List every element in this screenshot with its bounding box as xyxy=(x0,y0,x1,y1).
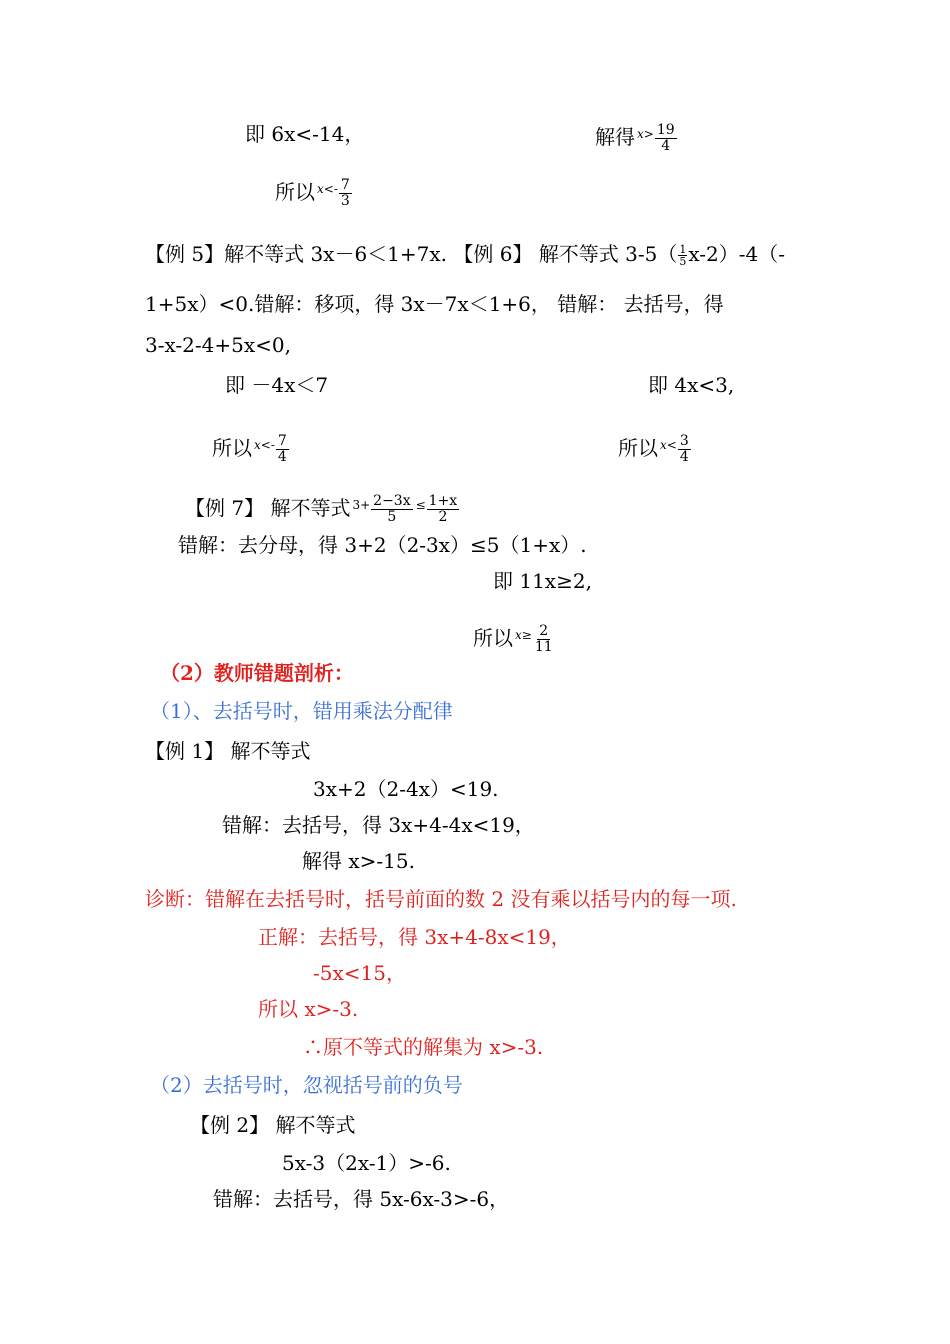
so-label: 所以 xyxy=(275,180,315,204)
ex5-step-b: 即 4x<3, xyxy=(648,373,735,397)
fraction: $\frac{3}{4}$ xyxy=(679,433,689,465)
relation: x<- xyxy=(254,438,275,452)
fraction: $\frac{2}{11}$ xyxy=(534,623,553,655)
ex5-text-a: 【例 5】解不等式 3x－6＜1+7x. 【例 6】 解不等式 3-5（ xyxy=(145,242,678,266)
fraction: $\frac{2-3x}{5}$ xyxy=(373,493,411,525)
ex5-step-a: 即 －4x＜7 xyxy=(225,373,329,397)
so-label: 所以 xyxy=(473,626,513,650)
so-label: 所以 xyxy=(618,436,658,460)
subheading-1: （1）、去括号时，错用乘法分配律 xyxy=(150,699,453,723)
ex7-so xyxy=(473,622,556,655)
ex1-title: 【例 1】 解不等式 xyxy=(145,739,311,763)
diagnosis: 诊断：错解在去括号时，括号前面的数 2 没有乘以括号内的每一项. xyxy=(145,887,737,911)
step-line: 即 6x<-14， xyxy=(245,122,365,146)
ex5-line3: 3-x-2-4+5x<0, xyxy=(145,333,291,357)
fraction: $\frac{1+x}{2}$ xyxy=(428,493,458,525)
relation: x<- xyxy=(317,182,338,196)
section-heading: （2）教师错题剖析： xyxy=(160,661,354,685)
ex1-expr: 3x+2（2-4x）<19. xyxy=(313,777,499,801)
relation: x< xyxy=(660,438,677,452)
ex5-so-b xyxy=(618,432,692,465)
relation: ≤ xyxy=(415,498,426,512)
correct-step-3: 所以 x>-3. xyxy=(258,997,359,1021)
ex5-so-a xyxy=(212,432,290,465)
ex1-result: 解得 x>-15. xyxy=(302,849,415,873)
ex5-line2: 1+5x）<0.错解：移项，得 3x－7x＜1+6， 错解： 去括号，得 xyxy=(145,292,724,316)
ex2-title: 【例 2】 解不等式 xyxy=(190,1113,356,1137)
subheading-2: （2）去括号时，忽视括号前的负号 xyxy=(150,1073,463,1097)
correct-step-2: -5x<15， xyxy=(313,961,406,985)
relation: x> xyxy=(637,127,654,141)
solve-line xyxy=(595,121,678,154)
fraction: $\frac{7}{4}$ xyxy=(277,433,287,465)
ex7-wrong: 错解：去分母，得 3+2（2-3x）≤5（1+x）. xyxy=(178,533,587,557)
solve-label: 解得 xyxy=(595,125,635,149)
ex7-title: 【例 7】 解不等式 xyxy=(185,496,351,520)
so-line xyxy=(275,176,353,209)
ex2-wrong: 错解：去括号，得 5x-6x-3>-6， xyxy=(213,1187,510,1211)
ex5-text-b: x-2）-4（- xyxy=(688,242,786,266)
ex1-wrong: 错解：去括号，得 3x+4-4x<19， xyxy=(222,813,535,837)
so-label: 所以 xyxy=(212,436,252,460)
fraction: $\frac{19}{4}$ xyxy=(656,122,675,154)
ex5-line1 xyxy=(145,241,785,267)
ex7-title-line xyxy=(185,492,460,525)
fraction: $\frac{7}{3}$ xyxy=(340,177,350,209)
relation: x≥ xyxy=(515,628,532,642)
ex7-step: 即 11x≥2, xyxy=(493,569,592,593)
correct-step-1: 正解：去括号，得 3x+4-8x<19， xyxy=(258,925,571,949)
expr-lead: 3+ xyxy=(352,498,371,512)
correct-conclusion: ∴原不等式的解集为 x>-3. xyxy=(303,1035,544,1059)
ex2-expr: 5x-3（2x-1）>-6. xyxy=(282,1151,451,1175)
fraction: $\frac{1}{5}$ xyxy=(679,243,687,268)
